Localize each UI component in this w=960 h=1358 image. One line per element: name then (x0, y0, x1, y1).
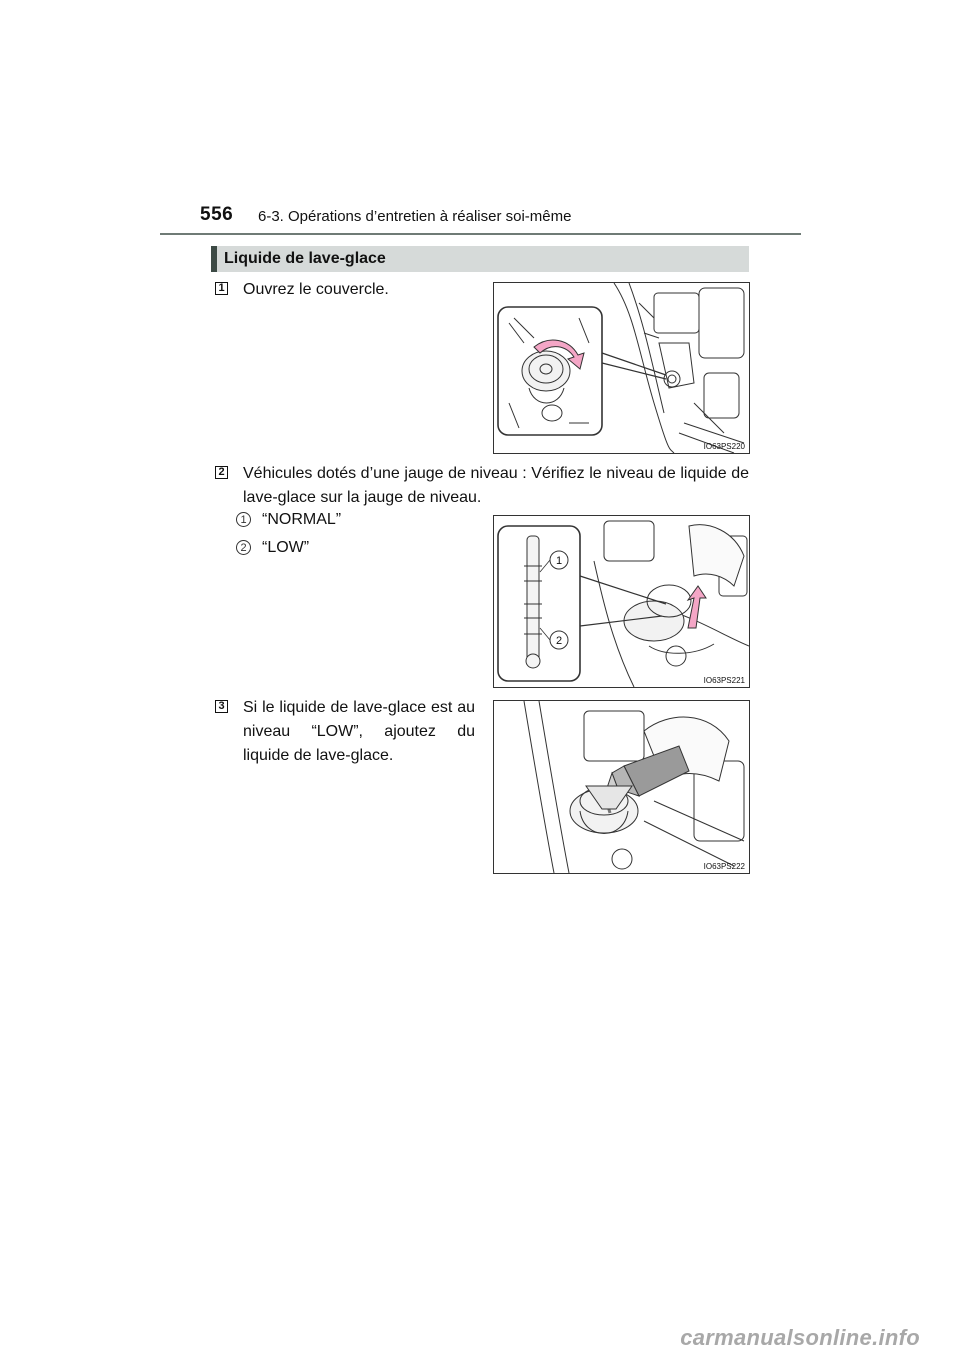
figure-level-gauge (493, 515, 750, 688)
page-number: 556 (200, 204, 234, 225)
step-3-text: Si le liquide de lave-glace est au niveau “LOW”, ajoutez du liquide de lave-glace. (243, 699, 475, 764)
figure-code: IO63PS220 (703, 442, 745, 451)
watermark: carmanualsonline.info (680, 1325, 920, 1350)
chapter-title: 6-3. Opérations d’entretien à réaliser soi-même (258, 208, 572, 225)
figure-callout-2: 2 (555, 635, 563, 647)
step-3-number: 3 (215, 700, 228, 713)
section-title: Liquide de lave-glace (224, 250, 386, 267)
figure-open-cap-drawing (494, 283, 749, 453)
figure-callout-1: 1 (555, 555, 563, 567)
figure-add-fluid-drawing (494, 701, 749, 873)
figure-add-fluid (493, 700, 750, 874)
figure-open-cap (493, 282, 750, 454)
figure-code: IO63PS221 (703, 676, 745, 685)
figure-code: IO63PS222 (703, 862, 745, 871)
step-1-text: Ouvrez le couvercle. (243, 281, 389, 298)
step-1-number: 1 (215, 282, 228, 295)
item-1-label: “NORMAL” (262, 511, 342, 528)
header-rule (160, 233, 801, 235)
step-2-number: 2 (215, 466, 228, 479)
step-2-text: Véhicules dotés d’une jauge de niveau : Vérifiez le niveau de liquide de lave-glace sur la jauge de niveau. (243, 465, 749, 506)
item-1-number: 1 (236, 512, 251, 527)
item-2-label: “LOW” (262, 539, 310, 556)
section-header (211, 246, 749, 272)
figure-level-gauge-drawing (494, 516, 749, 687)
section-accent (211, 246, 217, 272)
item-2-number: 2 (236, 540, 251, 555)
